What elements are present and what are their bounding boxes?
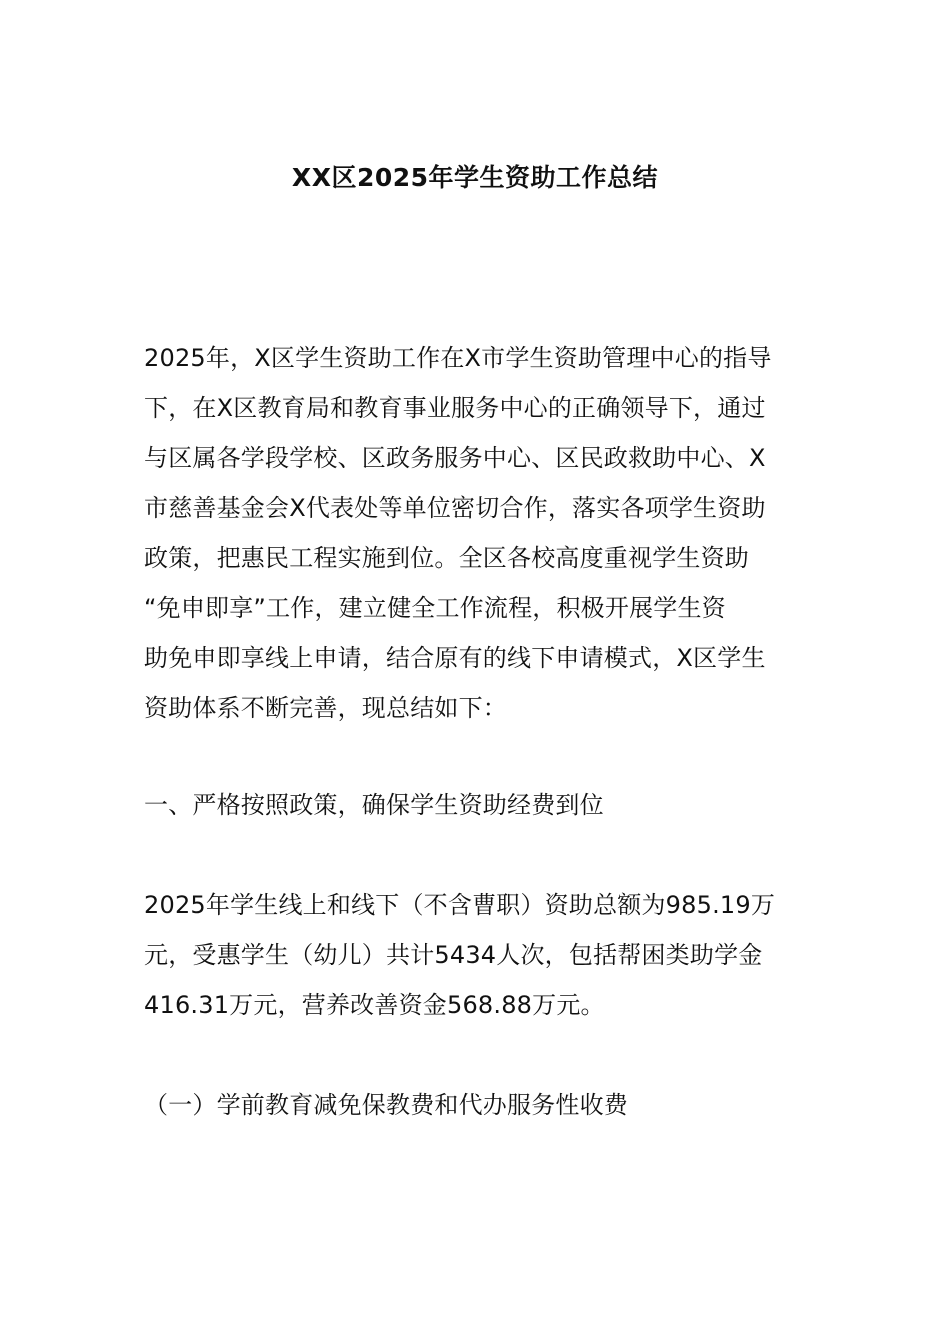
intro-line: 资助体系不断完善，现总结如下：	[144, 694, 507, 722]
funding-line: 2025年学生线上和线下（不含曹职）资助总额为985.19万	[144, 891, 776, 919]
section-heading: 一、严格按照政策，确保学生资助经费到位	[144, 791, 604, 819]
intro-line: 政策，把惠民工程实施到位。全区各校高度重视学生资助	[144, 544, 749, 572]
intro-line: 助免申即享线上申请，结合原有的线下申请模式，X区学生	[144, 644, 766, 672]
funding-line: 416.31万元，营养改善资金568.88万元。	[144, 991, 605, 1019]
document-title: XX区2025年学生资助工作总结	[291, 163, 659, 192]
intro-line: 2025年，X区学生资助工作在X市学生资助管理中心的指导	[144, 344, 772, 372]
intro-paragraph	[144, 333, 808, 733]
intro-line: “免申即享”工作，建立健全工作流程，积极开展学生资	[144, 594, 726, 622]
intro-line: 市慈善基金会X代表处等单位密切合作，落实各项学生资助	[144, 494, 766, 522]
funding-paragraph	[144, 880, 808, 1030]
subsection-heading: （一）学前教育减免保教费和代办服务性收费	[144, 1091, 628, 1119]
funding-line: 元，受惠学生（幼儿）共计5434人次，包括帮困类助学金	[144, 941, 763, 969]
intro-line: 下，在X区教育局和教育事业服务中心的正确领导下，通过	[144, 394, 766, 422]
intro-line: 与区属各学段学校、区政务服务中心、区民政救助中心、X	[144, 444, 766, 472]
